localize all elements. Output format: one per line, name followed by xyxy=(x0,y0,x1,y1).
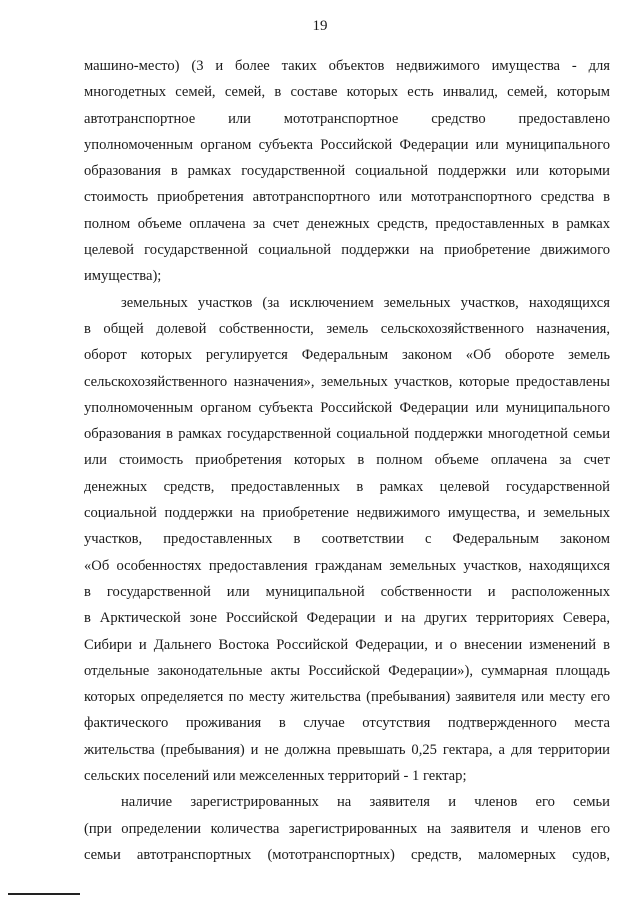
text-line: машино-место) (3 и более таких объектов недвижимого имущества - для xyxy=(84,58,610,74)
text-line: социальной поддержки на приобретение недвижимого имущества, и земельных xyxy=(84,505,610,522)
text-line: многодетных семей, семей, в составе которых есть инвалид, семей, которым xyxy=(84,84,610,101)
text-line: отдельные законодательные акты Российской Федерации»), суммарная площадь xyxy=(84,662,610,679)
text-line: или стоимость приобретения которых в полном объеме оплачена за счет xyxy=(84,452,610,469)
text-line: участков, предоставленных в соответствии с Федеральным законом xyxy=(84,531,610,548)
text-line: целевой государственной социальной поддержки на приобретение движимого xyxy=(84,242,610,259)
text-line: автотранспортное или мототранспортное средство предоставлено xyxy=(84,110,610,127)
text-line: имущества); xyxy=(84,268,162,285)
text-line: которых определяется по месту жительства (пребывания) заявителя или месту его xyxy=(84,689,610,706)
text-line: денежных средств, предоставленных в рамках целевой государственной xyxy=(84,478,610,495)
text-line: стоимость приобретения автотранспортного или мототранспортного средства в xyxy=(84,189,610,206)
text-line: Сибири и Дальнего Востока Российской Федерации, и о внесении изменений в xyxy=(84,636,610,653)
text-line: в государственной или муниципальной собственности и расположенных xyxy=(84,583,610,600)
text-line: уполномоченным органом субъекта Российской Федерации или муниципального xyxy=(84,399,610,416)
text-line: фактического проживания в случае отсутствия подтвержденного места xyxy=(84,715,610,732)
text-line: в общей долевой собственности, земель сельскохозяйственного назначения, xyxy=(84,320,610,337)
text-line: сельскохозяйственного назначения», земельных участков, которые предоставлены xyxy=(84,373,610,390)
text-line: семьи автотранспортных (мототранспортных) средств, маломерных судов, xyxy=(84,846,610,863)
footnote-divider xyxy=(8,893,80,895)
text-line: «Об особенностях предоставления гражданам земельных участков, находящихся xyxy=(84,557,610,574)
text-line: наличие зарегистрированных на заявителя и членов его семьи xyxy=(121,794,610,811)
text-line: сельских поселений или межселенных территорий - 1 гектар; xyxy=(84,768,467,785)
text-line: образования в рамках государственной социальной поддержки многодетной семьи xyxy=(84,426,610,443)
text-line: уполномоченным органом субъекта Российской Федерации или муниципального xyxy=(84,136,610,153)
document-body xyxy=(84,53,610,868)
text-line: оборот которых регулируется Федеральным законом «Об обороте земель xyxy=(84,347,610,364)
text-line: (при определении количества зарегистрированных на заявителя и членов его xyxy=(84,820,610,837)
text-line: земельных участков (за исключением земельных участков, находящихся xyxy=(121,294,610,311)
page-number: 19 xyxy=(312,18,328,34)
text-line: образования в рамках государственной социальной поддержки или которыми xyxy=(84,163,610,180)
text-line: в Арктической зоне Российской Федерации и на других территориях Севера, xyxy=(84,610,610,627)
text-line: жительства (пребывания) и не должна превышать 0,25 гектара, а для территории xyxy=(84,741,610,758)
text-line: полном объеме оплачена за счет денежных средств, предоставленных в рамках xyxy=(84,215,610,232)
